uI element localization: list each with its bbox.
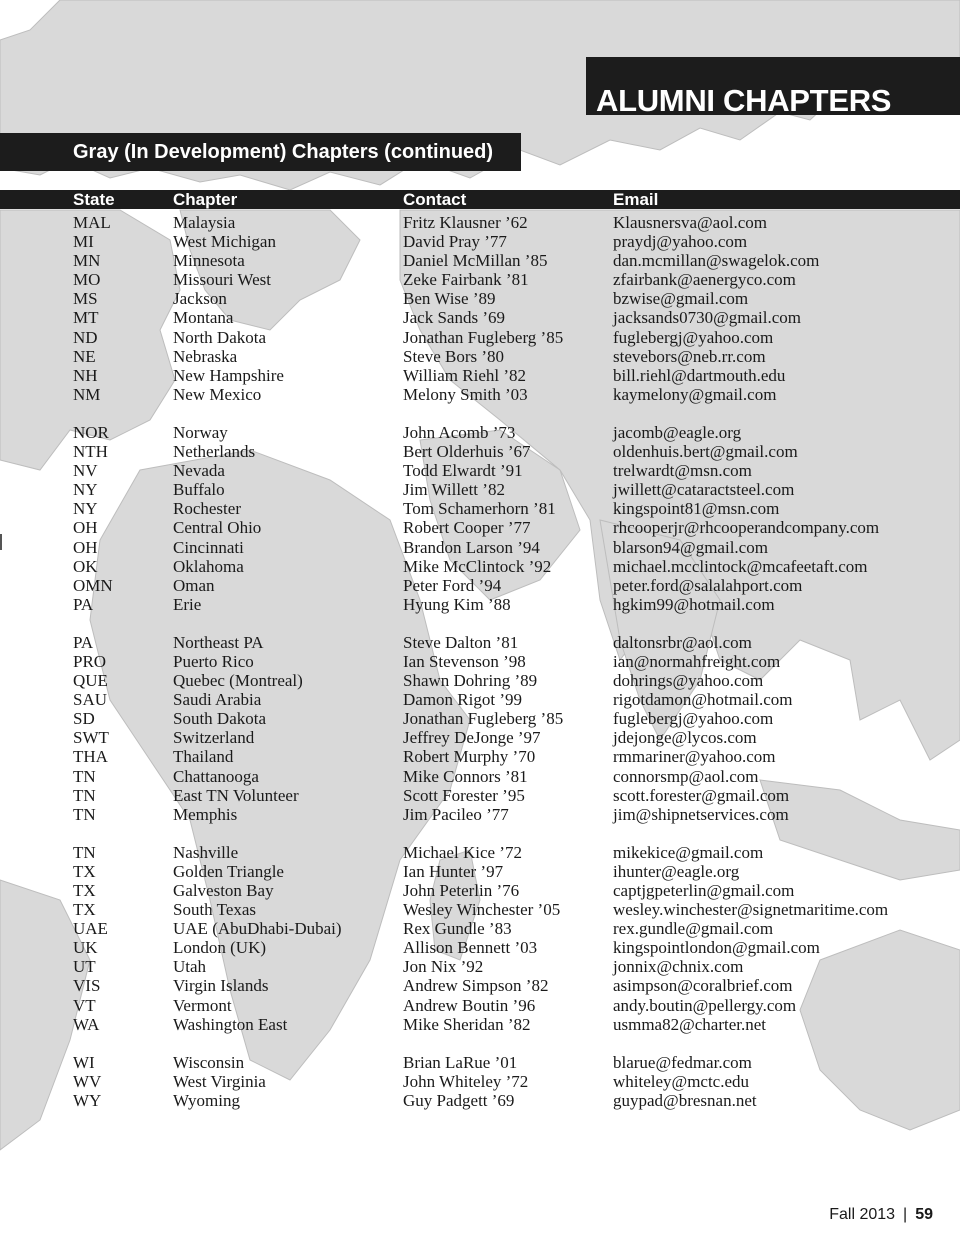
table-row xyxy=(0,480,960,499)
table-row xyxy=(0,213,960,232)
chapter-cell: Central Ohio xyxy=(173,518,262,538)
table-row xyxy=(0,919,960,938)
contact-cell: Scott Forester ’95 xyxy=(403,785,525,805)
email-cell: whiteley@mctc.edu xyxy=(613,1071,750,1091)
table-row xyxy=(0,576,960,595)
state-cell: TN xyxy=(73,842,96,862)
state-cell: NY xyxy=(73,480,98,500)
email-cell: jacksands0730@gmail.com xyxy=(613,308,801,328)
contact-cell: William Riehl ’82 xyxy=(403,365,527,385)
chapter-cell: Vermont xyxy=(173,995,232,1015)
contact-cell: Bert Olderhuis ’67 xyxy=(403,442,531,462)
state-cell: UT xyxy=(73,957,96,977)
table-row xyxy=(0,652,960,671)
table-row xyxy=(0,595,960,614)
state-cell: MS xyxy=(73,289,98,309)
email-cell: rhcooperjr@rhcooperandcompany.com xyxy=(613,518,880,538)
state-cell: NOR xyxy=(73,422,109,442)
state-cell: NY xyxy=(73,499,98,519)
state-cell: TX xyxy=(73,881,96,900)
contact-cell: Jack Sands ’69 xyxy=(403,308,505,328)
email-cell: blarson94@gmail.com xyxy=(613,537,768,557)
email-cell: jdejonge@lycos.com xyxy=(613,728,757,748)
state-cell: TN xyxy=(73,804,96,824)
table-row xyxy=(0,633,960,652)
chapter-cell: Nevada xyxy=(173,461,225,481)
contact-cell: John Peterlin ’76 xyxy=(403,881,520,900)
contact-cell: Melony Smith ’03 xyxy=(403,384,528,404)
email-cell: rigotdamon@hotmail.com xyxy=(613,690,793,710)
email-cell: bzwise@gmail.com xyxy=(613,289,749,309)
chapter-cell: Malaysia xyxy=(173,213,236,232)
email-cell: oldenhuis.bert@gmail.com xyxy=(613,442,798,462)
contact-cell: Ian Stevenson ’98 xyxy=(403,651,526,671)
state-cell: TX xyxy=(73,900,96,920)
chapter-cell: Minnesota xyxy=(173,251,245,271)
chapter-cell: Rochester xyxy=(173,499,241,519)
table-row xyxy=(0,1053,960,1072)
contact-cell: Jon Nix ’92 xyxy=(403,957,484,977)
state-cell: WA xyxy=(73,1014,100,1034)
table-row xyxy=(0,366,960,385)
state-cell: PRO xyxy=(73,651,107,671)
contact-cell: Damon Rigot ’99 xyxy=(403,690,522,710)
table-header xyxy=(0,190,960,209)
chapter-cell: West Virginia xyxy=(173,1071,266,1091)
section-title: ALUMNI CHAPTERS xyxy=(596,83,892,115)
contact-cell: Brian LaRue ’01 xyxy=(403,1052,518,1072)
table-row xyxy=(0,938,960,957)
table-row xyxy=(0,423,960,442)
state-cell: OK xyxy=(73,556,98,576)
footer-separator: | xyxy=(903,1206,908,1223)
table-row xyxy=(0,328,960,347)
chapter-cell: New Mexico xyxy=(173,384,262,404)
chapter-cell: UAE (AbuDhabi-Dubai) xyxy=(173,919,342,939)
table-row xyxy=(0,900,960,919)
email-cell: guypad@bresnan.net xyxy=(613,1090,757,1110)
state-cell: MAL xyxy=(73,213,111,232)
email-cell: jwillett@cataractsteel.com xyxy=(613,480,795,500)
state-cell: NTH xyxy=(73,442,108,462)
state-cell: TN xyxy=(73,785,96,805)
column-header-state: State xyxy=(73,190,115,209)
email-cell: trelwardt@msn.com xyxy=(613,461,752,481)
chapter-cell: Thailand xyxy=(173,747,234,767)
email-cell: fuglebergj@yahoo.com xyxy=(613,327,774,347)
table-row xyxy=(0,957,960,976)
chapter-cell: Montana xyxy=(173,308,234,328)
subsection-banner xyxy=(0,133,521,171)
email-cell: jim@shipnetservices.com xyxy=(613,804,789,824)
contact-cell: Zeke Fairbank ’81 xyxy=(403,270,529,290)
contact-cell: Robert Cooper ’77 xyxy=(403,518,531,538)
contact-cell: John Whiteley ’72 xyxy=(403,1071,529,1091)
contact-cell: Jonathan Fugleberg ’85 xyxy=(403,327,564,347)
contact-cell: Mike Sheridan ’82 xyxy=(403,1014,531,1034)
state-cell: OH xyxy=(73,518,98,538)
table-row xyxy=(0,347,960,366)
contact-cell: Ian Hunter ’97 xyxy=(403,861,504,881)
table-row xyxy=(0,1072,960,1091)
chapter-cell: New Hampshire xyxy=(173,365,284,385)
chapter-cell: Virgin Islands xyxy=(173,976,269,996)
state-cell: UK xyxy=(73,938,98,958)
state-cell: SD xyxy=(73,709,95,729)
contact-cell: Shawn Dohring ’89 xyxy=(403,671,538,691)
table-row xyxy=(0,767,960,786)
table-row xyxy=(0,671,960,690)
contact-cell: Todd Elwardt ’91 xyxy=(403,461,523,481)
state-cell: UAE xyxy=(73,919,108,939)
state-cell: VIS xyxy=(73,976,101,996)
chapter-cell: Missouri West xyxy=(173,270,271,290)
page-footer xyxy=(829,1206,933,1224)
table-row xyxy=(0,232,960,251)
email-cell: bill.riehl@dartmouth.edu xyxy=(613,365,786,385)
table-row xyxy=(0,557,960,576)
email-cell: wesley.winchester@signetmaritime.com xyxy=(613,900,889,920)
contact-cell: Tom Schamerhorn ’81 xyxy=(403,499,556,519)
contact-cell: Mike McClintock ’92 xyxy=(403,556,552,576)
contact-cell: John Acomb ’73 xyxy=(403,422,516,442)
table-row xyxy=(0,461,960,480)
table-row xyxy=(0,728,960,747)
email-cell: michael.mcclintock@mcafeetaft.com xyxy=(613,556,868,576)
state-cell: NV xyxy=(73,461,98,481)
table-row xyxy=(0,251,960,270)
chapter-cell: Buffalo xyxy=(173,480,225,500)
table-row xyxy=(0,442,960,461)
email-cell: kaymelony@gmail.com xyxy=(613,384,777,404)
chapter-cell: Saudi Arabia xyxy=(173,690,262,710)
state-cell: MT xyxy=(73,308,99,328)
state-cell: TN xyxy=(73,766,96,786)
state-cell: SAU xyxy=(73,690,108,710)
table-row xyxy=(0,1091,960,1110)
chapter-cell: Northeast PA xyxy=(173,632,264,652)
table-row xyxy=(0,862,960,881)
email-cell: ian@normahfreight.com xyxy=(613,651,781,671)
table-row xyxy=(0,709,960,728)
state-cell: OH xyxy=(73,537,98,557)
chapter-cell: Utah xyxy=(173,957,207,977)
chapter-cell: South Texas xyxy=(173,900,257,920)
email-cell: jonnix@chnix.com xyxy=(613,957,744,977)
email-cell: asimpson@coralbrief.com xyxy=(613,976,793,996)
state-cell: NM xyxy=(73,384,101,404)
email-cell: zfairbank@aenergyco.com xyxy=(613,270,796,290)
contact-cell: Andrew Boutin ’96 xyxy=(403,995,536,1015)
table-row xyxy=(0,976,960,995)
email-cell: rmmariner@yahoo.com xyxy=(613,747,776,767)
table-row xyxy=(0,843,960,862)
page-number: 59 xyxy=(915,1206,933,1223)
email-cell: rex.gundle@gmail.com xyxy=(613,919,774,939)
chapter-cell: West Michigan xyxy=(173,232,276,252)
column-header-chapter: Chapter xyxy=(173,190,238,209)
contact-cell: Brandon Larson ’94 xyxy=(403,537,540,557)
email-cell: praydj@yahoo.com xyxy=(613,232,748,252)
contact-cell: Steve Dalton ’81 xyxy=(403,632,519,652)
chapter-cell: London (UK) xyxy=(173,938,267,958)
email-cell: mikekice@gmail.com xyxy=(613,842,764,862)
contact-cell: Jonathan Fugleberg ’85 xyxy=(403,709,564,729)
chapter-cell: Nashville xyxy=(173,842,239,862)
state-cell: TX xyxy=(73,861,96,881)
table-row xyxy=(0,518,960,537)
chapter-cell: Jackson xyxy=(173,289,227,309)
chapter-cell: Wisconsin xyxy=(173,1052,245,1072)
email-cell: kingspointlondon@gmail.com xyxy=(613,938,820,958)
contact-cell: Peter Ford ’94 xyxy=(403,575,502,595)
email-cell: scott.forester@gmail.com xyxy=(613,785,790,805)
chapter-cell: East TN Volunteer xyxy=(173,785,299,805)
email-cell: jacomb@eagle.org xyxy=(613,422,742,442)
chapter-cell: North Dakota xyxy=(173,327,267,347)
email-cell: daltonsrbr@aol.com xyxy=(613,632,752,652)
state-cell: SWT xyxy=(73,728,109,748)
table-row xyxy=(0,308,960,327)
contact-cell: Fritz Klausner ’62 xyxy=(403,213,528,232)
email-cell: andy.boutin@pellergy.com xyxy=(613,995,797,1015)
email-cell: blarue@fedmar.com xyxy=(613,1052,752,1072)
state-cell: QUE xyxy=(73,671,108,691)
chapter-cell: South Dakota xyxy=(173,709,267,729)
contact-cell: Daniel McMillan ’85 xyxy=(403,251,548,271)
email-cell: connorsmp@aol.com xyxy=(613,766,759,786)
chapter-cell: Quebec (Montreal) xyxy=(173,671,303,691)
chapter-cell: Wyoming xyxy=(173,1090,240,1110)
state-cell: WV xyxy=(73,1071,102,1091)
email-cell: ihunter@eagle.org xyxy=(613,861,740,881)
chapter-cell: Oman xyxy=(173,575,215,595)
issue-label: Fall 2013 xyxy=(829,1206,896,1223)
contact-cell: Robert Murphy ’70 xyxy=(403,747,536,767)
column-header-contact: Contact xyxy=(403,190,467,209)
contact-cell: Ben Wise ’89 xyxy=(403,289,496,309)
state-cell: PA xyxy=(73,632,94,652)
email-cell: kingspoint81@msn.com xyxy=(613,499,780,519)
email-cell: peter.ford@salalahport.com xyxy=(613,575,803,595)
state-cell: NE xyxy=(73,346,96,366)
subsection-title: Gray (In Development) Chapters (continued) xyxy=(73,141,494,163)
table-row xyxy=(0,805,960,824)
email-cell: dohrings@yahoo.com xyxy=(613,671,764,691)
contact-cell: Michael Kice ’72 xyxy=(403,842,522,862)
contact-cell: Jeffrey DeJonge ’97 xyxy=(403,728,541,748)
table-row xyxy=(0,289,960,308)
chapters-table xyxy=(0,213,960,1110)
chapter-cell: Erie xyxy=(173,594,202,614)
contact-cell: Andrew Simpson ’82 xyxy=(403,976,549,996)
chapter-cell: Nebraska xyxy=(173,346,238,366)
contact-cell: Mike Connors ’81 xyxy=(403,766,528,786)
chapter-cell: Oklahoma xyxy=(173,556,244,576)
table-row xyxy=(0,270,960,289)
contact-cell: Rex Gundle ’83 xyxy=(403,919,512,939)
email-cell: usmma82@charter.net xyxy=(613,1014,767,1034)
chapter-cell: Puerto Rico xyxy=(173,651,254,671)
state-cell: NH xyxy=(73,365,98,385)
table-row xyxy=(0,538,960,557)
chapter-cell: Norway xyxy=(173,422,228,442)
state-cell: THA xyxy=(73,747,108,767)
chapter-cell: Golden Triangle xyxy=(173,861,284,881)
table-row xyxy=(0,786,960,805)
chapter-cell: Galveston Bay xyxy=(173,881,274,900)
contact-cell: Guy Padgett ’69 xyxy=(403,1090,515,1110)
chapter-cell: Washington East xyxy=(173,1014,288,1034)
contact-cell: Jim Willett ’82 xyxy=(403,480,505,500)
table-row xyxy=(0,499,960,518)
state-cell: MO xyxy=(73,270,101,290)
email-cell: captjgpeterlin@gmail.com xyxy=(613,881,795,900)
email-cell: stevebors@neb.rr.com xyxy=(613,346,766,366)
table-row xyxy=(0,996,960,1015)
state-cell: VT xyxy=(73,995,96,1015)
state-cell: WI xyxy=(73,1052,95,1072)
chapter-cell: Netherlands xyxy=(173,442,256,462)
contact-cell: Hyung Kim ’88 xyxy=(403,594,511,614)
section-title-banner xyxy=(586,57,960,115)
table-row xyxy=(0,747,960,766)
table-row xyxy=(0,690,960,709)
chapter-cell: Memphis xyxy=(173,804,238,824)
state-cell: ND xyxy=(73,327,98,347)
email-cell: dan.mcmillan@swagelok.com xyxy=(613,251,820,271)
column-header-email: Email xyxy=(613,190,659,209)
contact-cell: David Pray ’77 xyxy=(403,232,507,252)
email-cell: fuglebergj@yahoo.com xyxy=(613,709,774,729)
contact-cell: Jim Pacileo ’77 xyxy=(403,804,509,824)
chapter-cell: Chattanooga xyxy=(173,766,259,786)
state-cell: MN xyxy=(73,251,101,271)
chapter-cell: Cincinnati xyxy=(173,537,244,557)
state-cell: MI xyxy=(73,232,94,252)
contact-cell: Steve Bors ’80 xyxy=(403,346,505,366)
email-cell: Klausnersva@aol.com xyxy=(613,213,767,232)
state-cell: PA xyxy=(73,594,94,614)
contact-cell: Wesley Winchester ’05 xyxy=(403,900,561,920)
state-cell: OMN xyxy=(73,575,113,595)
table-row xyxy=(0,1015,960,1034)
table-row xyxy=(0,385,960,404)
contact-cell: Allison Bennett ’03 xyxy=(403,938,538,958)
chapter-cell: Switzerland xyxy=(173,728,255,748)
email-cell: hgkim99@hotmail.com xyxy=(613,594,775,614)
state-cell: WY xyxy=(73,1090,102,1110)
table-row xyxy=(0,881,960,900)
